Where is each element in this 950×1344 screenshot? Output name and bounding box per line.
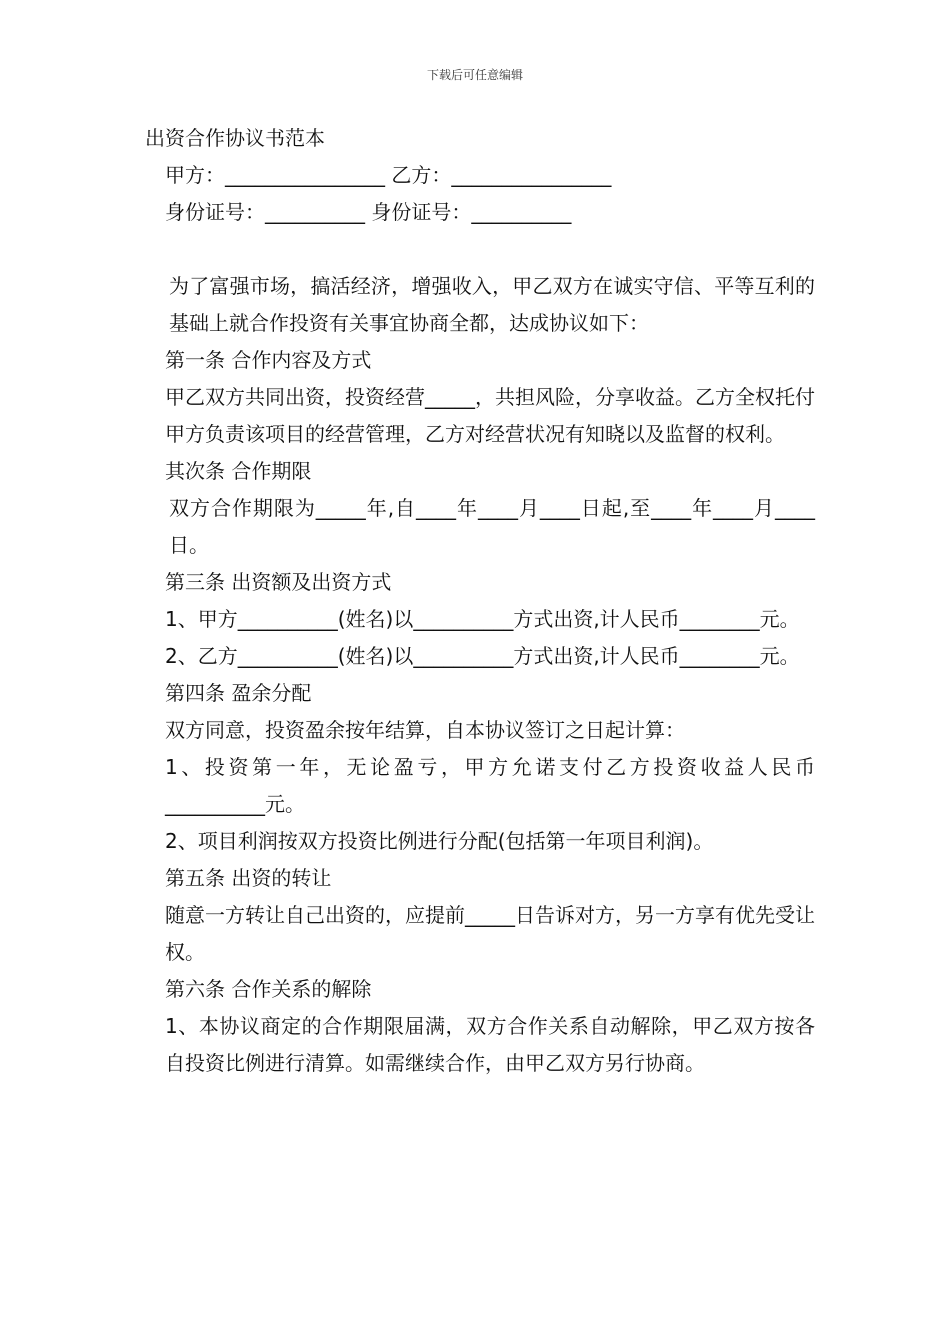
article-3-item-2: 2、乙方__________(姓名)以__________方式出资,计人民币________元。 (165, 644, 800, 668)
document-title: 出资合作协议书范本 (145, 126, 325, 150)
article-1-title: 第一条 合作内容及方式 (165, 348, 372, 372)
id-number-line: 身份证号：__________ 身份证号：__________ (165, 200, 572, 224)
intro-paragraph: 为了富强市场，搞活经济，增强收入，甲乙双方在诚实守信、平等互利的基础上就合作投资有关事宜协商全都，达成协议如下： (169, 274, 815, 335)
article-3-item-1: 1、甲方__________(姓名)以__________方式出资,计人民币________元。 (165, 607, 800, 631)
article-4-item-2: 2、项目利润按双方投资比例进行分配(包括第一年项目利润)。 (165, 829, 714, 853)
article-2-body: 双方合作期限为_____年,自____年____月____日起,至____年____月____日。 (169, 496, 815, 557)
document-body (145, 120, 815, 1082)
article-5-title: 第五条 出资的转让 (165, 866, 332, 890)
article-5-body: 随意一方转让自己出资的，应提前_____日告诉对方，另一方享有优先受让权。 (165, 903, 815, 964)
article-1-body: 甲乙双方共同出资，投资经营_____，共担风险，分享收益。乙方全权托付甲方负责该项目的经营管理，乙方对经营状况有知晓以及监督的权利。 (165, 385, 815, 446)
article-6-title: 第六条 合作关系的解除 (165, 977, 372, 1001)
article-4-intro: 双方同意，投资盈余按年结算，自本协议签订之日起计算： (165, 718, 685, 742)
parties-line: 甲方：________________ 乙方：________________ (165, 163, 612, 187)
spacer (145, 231, 815, 268)
header-note: 下载后可任意编辑 (426, 68, 523, 82)
article-3-title: 第三条 出资额及出资方式 (165, 570, 392, 594)
article-6-item-1: 1、本协议商定的合作期限届满，双方合作关系自动解除，甲乙双方按各自投资比例进行清算。如需继续合作，由甲乙双方另行协商。 (165, 1014, 815, 1075)
article-2-title: 其次条 合作期限 (165, 459, 312, 483)
article-4-item-1: 1、投资第一年，无论盈亏，甲方允诺支付乙方投资收益人民币__________元。 (165, 755, 815, 816)
article-4-title: 第四条 盈余分配 (165, 681, 312, 705)
